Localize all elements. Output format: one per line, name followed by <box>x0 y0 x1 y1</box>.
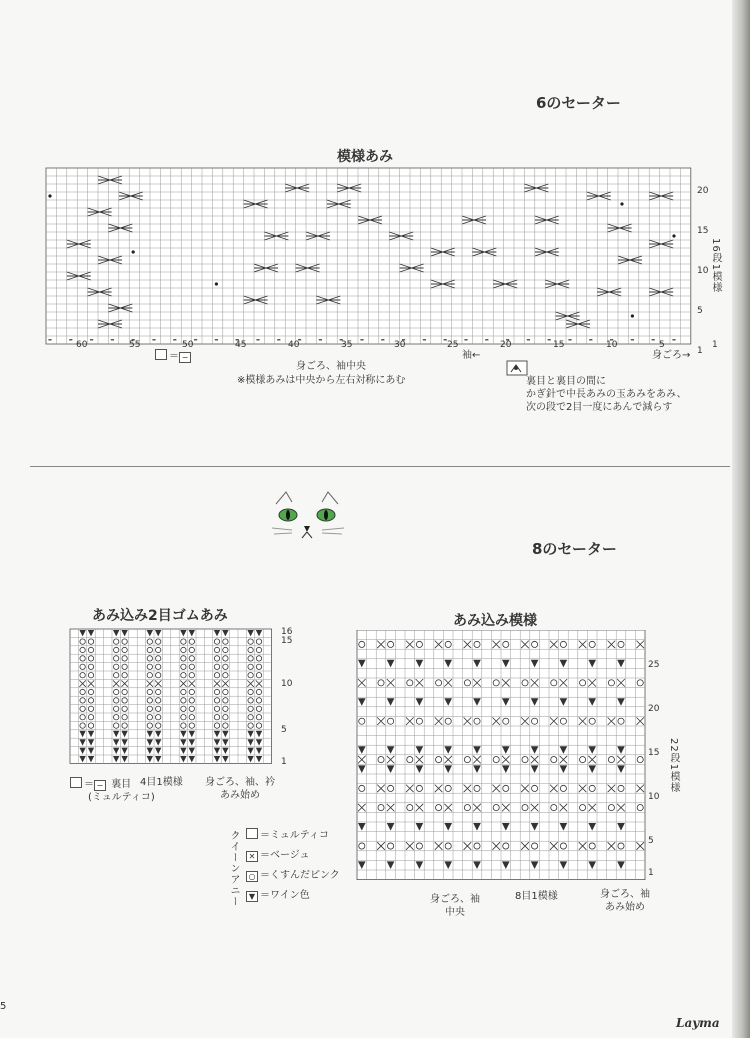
column-numbers <box>40 340 718 352</box>
book-spine-shadow <box>732 0 750 1038</box>
legend-item: ○ ＝くすんだピンク <box>246 866 340 886</box>
body-label: 身ごろ→ <box>652 350 691 361</box>
colorwork-repeat-col-label: 8目1模様 <box>515 891 558 902</box>
row-number: 10 <box>697 266 709 276</box>
row-number: 15 <box>697 226 709 236</box>
row-number: 25 <box>648 660 660 670</box>
bobble <box>631 314 634 317</box>
colorwork-chart <box>355 630 655 882</box>
colorwork-center-label: 身ごろ、袖 中央 <box>430 894 480 918</box>
section6-heading: 6のセーター <box>536 94 621 112</box>
bobble <box>672 234 675 237</box>
legend-purl: ＝ − <box>155 349 193 363</box>
bobble <box>48 194 51 197</box>
row-number: 1 <box>281 757 287 767</box>
repeat-label: 16段1模様 <box>710 238 721 294</box>
ribbing-legend: ＝ − 裏目 (ミュルティコ) <box>70 777 155 804</box>
column-number: 45 <box>235 340 247 350</box>
column-number: 1 <box>712 340 718 350</box>
section-divider <box>30 466 730 467</box>
bobble-note: 裏目と裏目の間に かぎ針で中長あみの玉あみをあみ、 次の段で2目一度にあんで減らす <box>526 376 687 413</box>
row-number: 15 <box>281 636 293 646</box>
colorwork-row-numbers <box>648 630 668 880</box>
row-number: 16 <box>281 627 293 637</box>
yarn-name: クイーンアニー <box>228 830 239 907</box>
colorwork-repeat-label: 22段1模様 <box>668 738 679 794</box>
center-label: 身ごろ、袖中央 <box>296 361 366 372</box>
cat-face-illustration <box>262 488 352 550</box>
column-number: 55 <box>129 340 141 350</box>
row-number: 1 <box>648 868 654 878</box>
section6-chart-title: 模様あみ <box>337 149 393 165</box>
legend-item: ▼ ＝ワイン色 <box>246 886 340 906</box>
pattern-title: あみ込み模様 <box>453 613 537 629</box>
row-number: 10 <box>281 679 293 689</box>
column-number: 25 <box>447 340 459 350</box>
row-number: 1 <box>697 346 703 356</box>
page-number: 5 <box>0 1001 7 1012</box>
section8-heading: 8のセーター <box>532 540 617 558</box>
brand-logo: Layma <box>676 1016 720 1030</box>
bobble <box>620 202 623 205</box>
bobble <box>215 282 218 285</box>
row-number: 5 <box>281 725 287 735</box>
column-number: 50 <box>182 340 194 350</box>
column-number: 5 <box>659 340 665 350</box>
column-number: 60 <box>76 340 88 350</box>
column-number: 10 <box>606 340 618 350</box>
bobble <box>132 250 135 253</box>
color-legend <box>246 826 340 906</box>
pattern-chart-6 <box>40 160 720 360</box>
ribbing-chart <box>68 625 278 775</box>
row-number: 20 <box>648 704 660 714</box>
symmetric-note: ※模様あみは中央から左右対称にあむ <box>237 375 406 386</box>
row-number: 10 <box>648 792 660 802</box>
legend-item: ＝ミュルティコ <box>246 826 340 846</box>
row-number: 20 <box>697 186 709 196</box>
column-number: 15 <box>553 340 565 350</box>
column-number: 20 <box>500 340 512 350</box>
ribbing-title: あみ込み2目ゴムあみ <box>92 608 228 624</box>
row-number: 15 <box>648 748 660 758</box>
column-number: 30 <box>394 340 406 350</box>
ribbing-repeat-label: 4目1模様 <box>140 777 183 788</box>
row-number: 5 <box>697 306 703 316</box>
colorwork-start-label: 身ごろ、袖 あみ始め <box>600 889 650 913</box>
column-number: 40 <box>288 340 300 350</box>
legend-item: ✕ ＝ベージュ <box>246 846 340 866</box>
ribbing-row-numbers <box>281 627 301 772</box>
ribbing-start-label: 身ごろ、袖、衿 あみ始め <box>205 777 275 801</box>
sleeve-label: 袖← <box>462 350 481 361</box>
column-number: 35 <box>341 340 353 350</box>
row-number: 5 <box>648 836 654 846</box>
